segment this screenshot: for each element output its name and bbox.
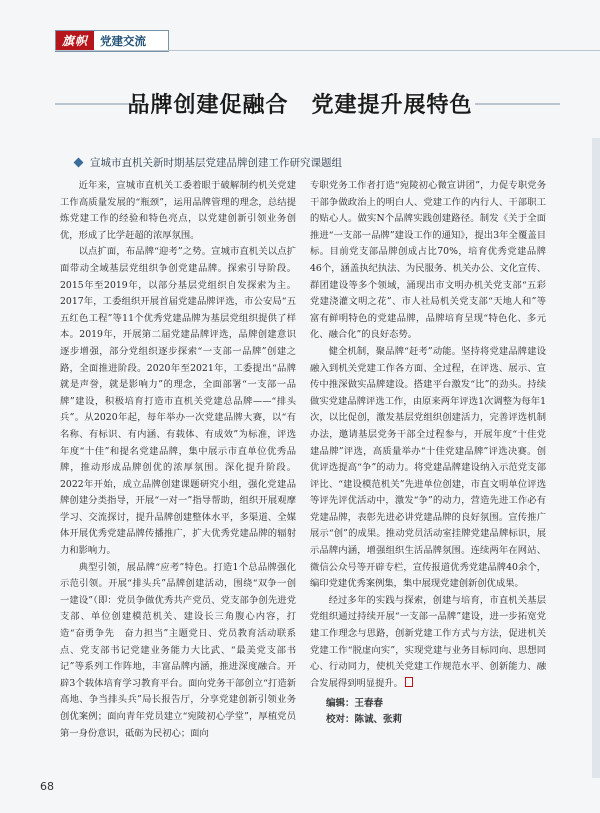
page-number: 68 — [40, 780, 54, 793]
header-divider — [55, 50, 600, 51]
page-side-bar — [592, 138, 600, 778]
proofreader-credit: 校对：陈诚、张莉 — [326, 714, 403, 726]
paragraph: 近年来，宣城市直机关工委着眼于破解制约机关党建工作高质量发展的“瓶颈”，运用品牌管理的理念，总结提炼党建工作的经验和特色亮点，以党建创新引领业务创优，形成了比学赶超的浓厚氛围。 — [60, 180, 296, 241]
magazine-logo: 旗帜 — [56, 31, 94, 51]
byline-text: 宣城市直机关新时期基层党建品牌创建工作研究课题组 — [90, 157, 342, 169]
article-byline — [75, 155, 342, 170]
article-title: 品牌创建促融合 党建提升展特色 — [127, 93, 473, 118]
diamond-bullet-icon — [74, 158, 84, 168]
paragraph — [310, 593, 546, 693]
paragraph: 专职党务工作者打造“宛陵初心微宣讲团”，力促专职党务干部争做政治上的明白人、党建工作的内行人、干部职工的贴心人。做实N个品牌实践创建路径。制发《关于全面推进“一支部一品牌”建设工作的通知》，提出3年全覆盖目标。目前党支部品牌创成占比70%，培育优秀党建品牌46个，涵盖执纪执法、为民服务、机关办公、文化宣传、群团建设等多个领域，涌现出市文明办机关党支部“五彩党建浇灌文明之花”、市人社局机关党支部“天地人和”等富有鲜明特色的党建品牌，品牌培育呈现“特色化、多元化、融合化”的良好态势。 — [310, 180, 546, 341]
end-mark-icon — [405, 677, 413, 687]
paragraph: 典型引领，展品牌“应考”特色。打造1个总品牌强化示范引领。开展“排头兵”品牌创建活动，围绕“双争一创一建设”（即：党员争做优秀共产党员、党支部争创先进党支部、单位创建模范机关、建设长三角腹心内容，打造“奋勇争先 奋力担当”主题党日、党员教育活动联系点、党支部书记党建业务能力大比武、“最美党支部书记”等系列工作阵地，丰富品牌内涵，推进深度融合。开辟3个载体培育学习教育平台。面向党务干部创立“打造新高地、争当排头兵”局长报告厅，分享党建创新引领业务创优案例；面向青年党员建立“宛陵初心学堂”，厚植党员第一身份意识，砥砺为民初心；面向 — [60, 561, 296, 738]
page-header — [0, 0, 600, 52]
body-column-right — [310, 178, 546, 738]
credits — [310, 696, 546, 728]
editor-credit: 编辑：王春春 — [326, 698, 384, 710]
body-column-left — [60, 178, 296, 738]
section-tag — [55, 30, 169, 52]
paragraph: 健全机制，聚品牌“赶考”动能。坚持将党建品牌建设融入到机关党建工作各方面、全过程，在评选、展示、宣传中推深做实品牌建设。搭建平台激发“比”的劲头。持续做实党建品牌评选工作，由原来两年评选1次调整为每年1次，以比促创，激发基层党组织创建活力，完善评选机制办法，邀请基层党务干部全过程参与，开展年度“十佳党建品牌”评选，高质量举办“十佳党建品牌”评选决赛。创优评选提高“争”的动力。将党建品牌建设纳入示范党支部评比、“建设模范机关”先进单位创建，市直文明单位评选等评先评优活动中，激发“争”的动力，营造先进工作必有党建品牌，表彰先进必讲党建品牌的良好氛围。宣传推广展示“创”的成果。推动党员活动室挂牌党建品牌标识，展示品牌内涵，增强组织生活品牌氛围。连续两年在网站、微信公众号等开辟专栏，宣传报道优秀党建品牌40余个，编印党建优秀案例集，集中展现党建创新创优成果。 — [310, 345, 546, 590]
paragraph: 以点扩面，布品牌“迎考”之势。宣城市直机关以点扩面带动全域基层党组织争创党建品牌。探索引导阶段。2015年至2019年，以部分基层党组织自发探索为主。2017年，工委组织开展首届党建品牌评选，市公安局“五五红色工程”等11个优秀党建品牌为基层党组织提供了样本。2019年，开展第二届党建品牌评选，品牌创建意识逐步增强，部分党组织逐步探索“一支部一品牌”创建之路，全面推进阶段。2020年至2021年，工委提出“品牌就是声誉，就是影响力”的理念，全面部署“一支部一品牌”建设，积极培育打造市直机关党建总品牌——“排头兵”。从2020年起，每年举办一次党建品牌大赛，以“有名称、有标识、有内涵、有载体、有成效”为标准，评选年度“十佳”和提名党建品牌，集中展示市直单位优秀品牌，推动形成品牌创优的浓厚氛围。深化提升阶段。2022年开始，成立品牌创建课题研究小组，强化党建品牌创建分类指导，开展“一对一”指导帮助，组织开展观摩学习、交流探讨，提升品牌创建整体水平，多渠道、全媒体开展优秀党建品牌传播推广，扩大优秀党建品牌的辐射力和影响力。 — [60, 246, 296, 557]
section-label: 党建交流 — [94, 31, 168, 51]
paragraph-text: 经过多年的实践与探索，创建与培育，市直机关基层党组织通过持续开展“一支部一品牌”建设，进一步拓宽党建工作理念与思路，创新党建工作方式与方法，促进机关党建工作“脱虚向实”，实现党建与业务目标同向、思想同心、行动同力，使机关党建工作规范水平、创新能力、融合发展得到明显提升。 — [310, 594, 546, 689]
